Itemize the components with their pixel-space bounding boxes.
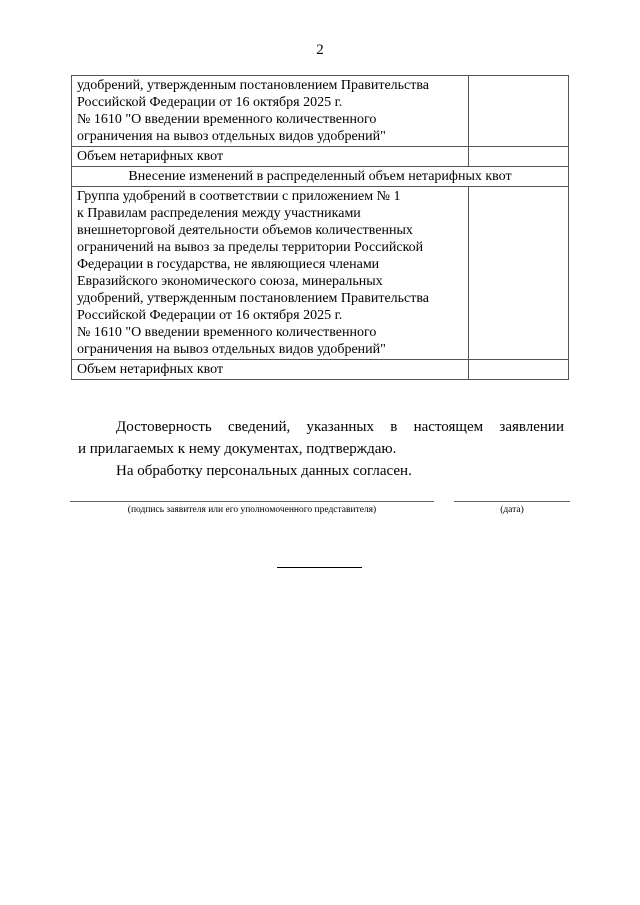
table-row (72, 187, 569, 360)
signature-caption: (подпись заявителя или его уполномоченного представителя) (127, 505, 377, 515)
declaration-line: Достоверность сведений, указанных в настоящем заявлении (116, 419, 564, 435)
table-row (72, 76, 569, 147)
text-line: удобрений, утвержденным постановлением Правительства (77, 291, 430, 306)
date-caption: (дата) (500, 505, 524, 515)
consent-statement: На обработку персональных данных согласен. (116, 463, 412, 479)
text-line: к Правилам распределения между участниками (77, 206, 361, 221)
text-line: внешнеторговой деятельности объемов количественных (77, 223, 413, 238)
quota-form-table (71, 75, 569, 380)
quota-volume-value-cell[interactable] (468, 360, 568, 380)
date-line[interactable] (454, 501, 570, 502)
value-cell[interactable] (468, 187, 568, 360)
quota-volume-value-cell[interactable] (468, 147, 568, 167)
table-row (72, 167, 569, 187)
text-line: ограничений на вывоз за пределы территории Российской (77, 240, 424, 255)
section-header: Внесение изменений в распределенный объем нетарифных квот (72, 167, 569, 187)
end-of-document-rule (277, 567, 362, 568)
signature-line[interactable] (70, 501, 434, 502)
text-line: ограничения на вывоз отдельных видов удобрений" (77, 342, 386, 357)
declaration-line: и прилагаемых к нему документах, подтверждаю. (78, 441, 397, 457)
table-row (72, 147, 569, 167)
text-line: Федерации в государства, не являющиеся членами (77, 257, 380, 272)
quota-volume-label: Объем нетарифных квот (72, 360, 469, 380)
table-row (72, 360, 569, 380)
text-line: № 1610 "О введении временного количественного (77, 325, 377, 340)
value-cell[interactable] (468, 76, 568, 147)
quota-volume-label: Объем нетарифных квот (72, 147, 469, 167)
text-line: № 1610 "О введении временного количественного (77, 112, 377, 127)
text-line: удобрений, утвержденным постановлением Правительства (77, 78, 430, 93)
text-line: Евразийского экономического союза, минеральных (77, 274, 383, 289)
declaration-block (78, 416, 564, 482)
text-line: ограничения на вывоз отдельных видов удобрений" (77, 129, 386, 144)
fertilizer-group-description-cell (72, 76, 469, 147)
fertilizer-group-description-cell (72, 187, 469, 360)
text-line: Российской Федерации от 16 октября 2025 г. (77, 95, 343, 110)
text-line: Группа удобрений в соответствии с приложением № 1 (77, 189, 401, 204)
page-number: 2 (316, 42, 324, 58)
text-line: Российской Федерации от 16 октября 2025 г. (77, 308, 343, 323)
